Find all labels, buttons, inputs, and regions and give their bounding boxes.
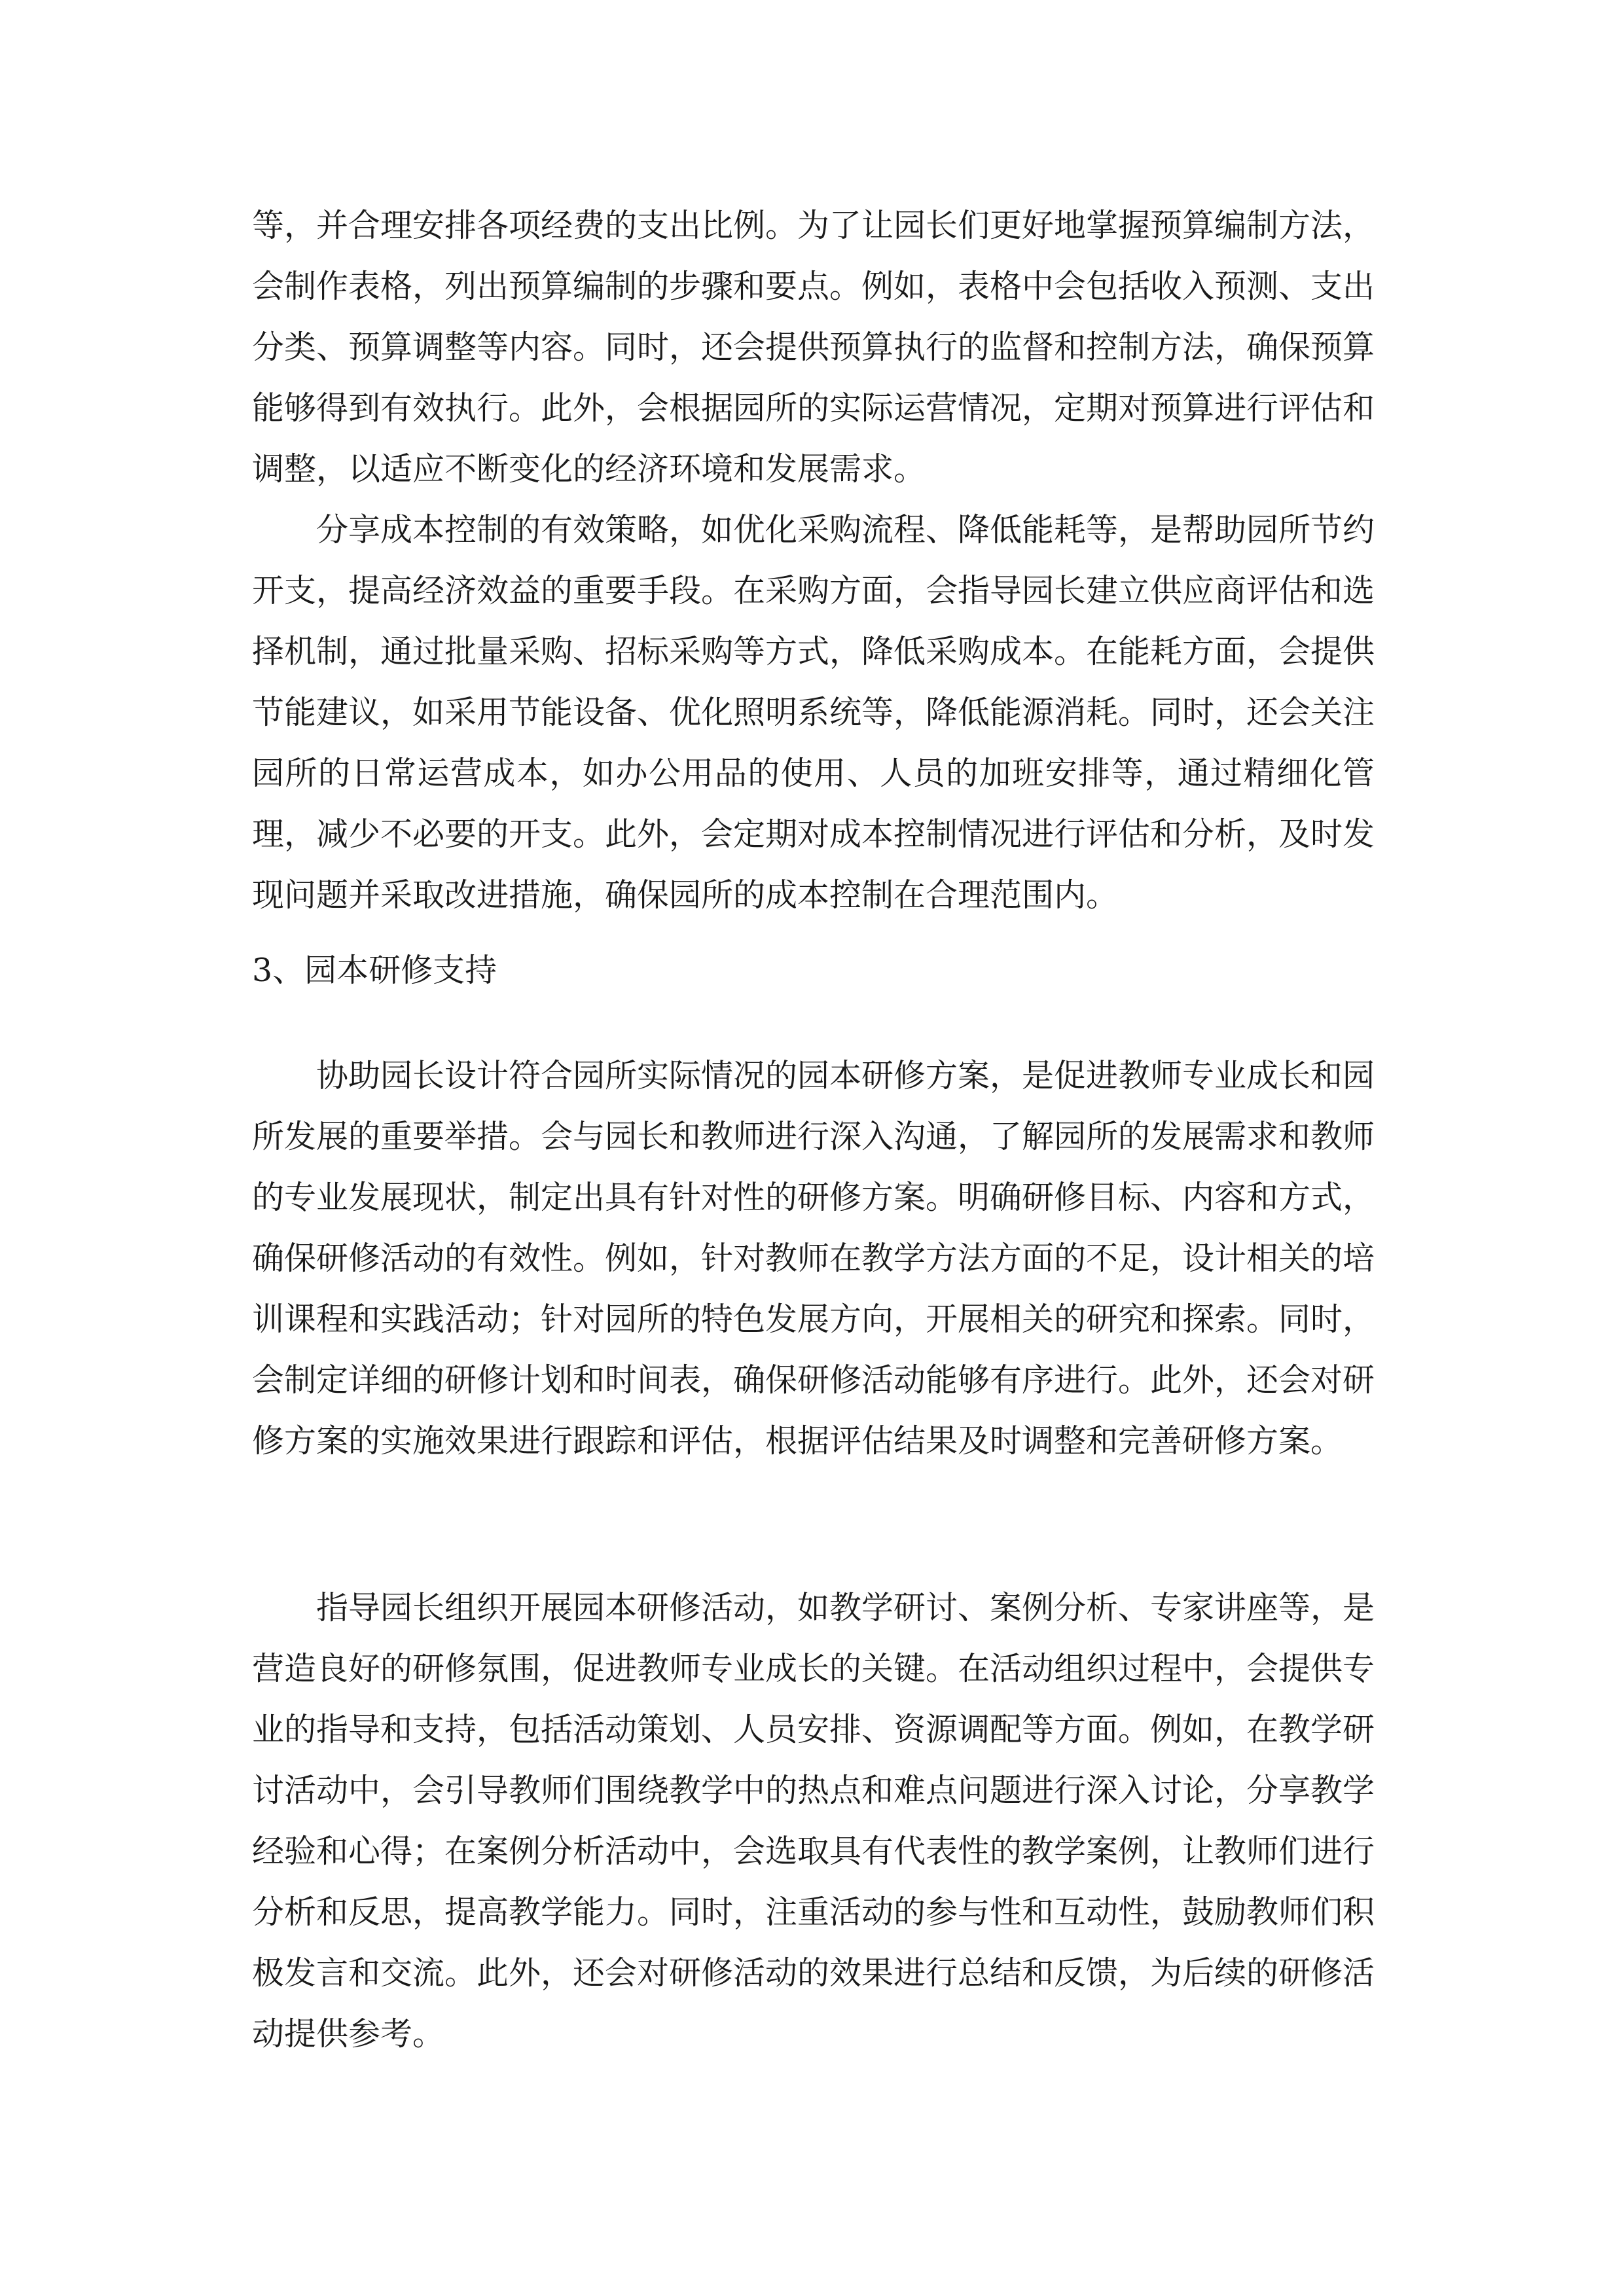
paragraph-training-activity-organization: 指导园长组织开展园本研修活动，如教学研讨、案例分析、专家讲座等，是营造良好的研修氛围，促进教师专业成长的关键。在活动组织过程中，会提供专业的指导和支持，包括活动策划、人员安排、资源调配等方面。例如，在教学研讨活动中，会引导教师们围绕教学中的热点和难点问题进行深入讨论，分享教学经验和心得；在案例分析活动中，会选取具有代表性的教学案例，让教师们进行分析和反思，提高教学能力。同时，注重活动的参与性和互动性，鼓励教师们积极发言和交流。此外，还会对研修活动的效果进行总结和反馈，为后续的研修活动提供参考。 — [252, 1589, 1375, 2053]
section-heading-school-based-training: 3、园本研修支持 — [252, 952, 497, 989]
paragraph-training-plan-design: 协助园长设计符合园所实际情况的园本研修方案，是促进教师专业成长和园所发展的重要举措。会与园长和教师进行深入沟通，了解园所的发展需求和教师的专业发展现状，制定出具有针对性的研修方案。明确研修目标、内容和方式，确保研修活动的有效性。例如，针对教师在教学方法方面的不足，设计相关的培训课程和实践活动；针对园所的特色发展方向，开展相关的研究和探索。同时，会制定详细的研修计划和时间表，确保研修活动能够有序进行。此外，还会对研修方案的实施效果进行跟踪和评估，根据评估结果及时调整和完善研修方案。 — [252, 1057, 1375, 1460]
paragraph-cost-control: 分享成本控制的有效策略，如优化采购流程、降低能耗等，是帮助园所节约开支，提高经济效益的重要手段。在采购方面，会指导园长建立供应商评估和选择机制，通过批量采购、招标采购等方式，降低采购成本。在能耗方面，会提供节能建议，如采用节能设备、优化照明系统等，降低能源消耗。同时，还会关注园所的日常运营成本，如办公用品的使用、人员的加班安排等，通过精细化管理，减少不必要的开支。此外，会定期对成本控制情况进行评估和分析，及时发现问题并采取改进措施，确保园所的成本控制在合理范围内。 — [252, 511, 1375, 914]
paragraph-budget-continuation: 等，并合理安排各项经费的支出比例。为了让园长们更好地掌握预算编制方法，会制作表格，列出预算编制的步骤和要点。例如，表格中会包括收入预测、支出分类、预算调整等内容。同时，还会提供预算执行的监督和控制方法，确保预算能够得到有效执行。此外，会根据园所的实际运营情况，定期对预算进行评估和调整，以适应不断变化的经济环境和发展需求。 — [252, 207, 1375, 488]
